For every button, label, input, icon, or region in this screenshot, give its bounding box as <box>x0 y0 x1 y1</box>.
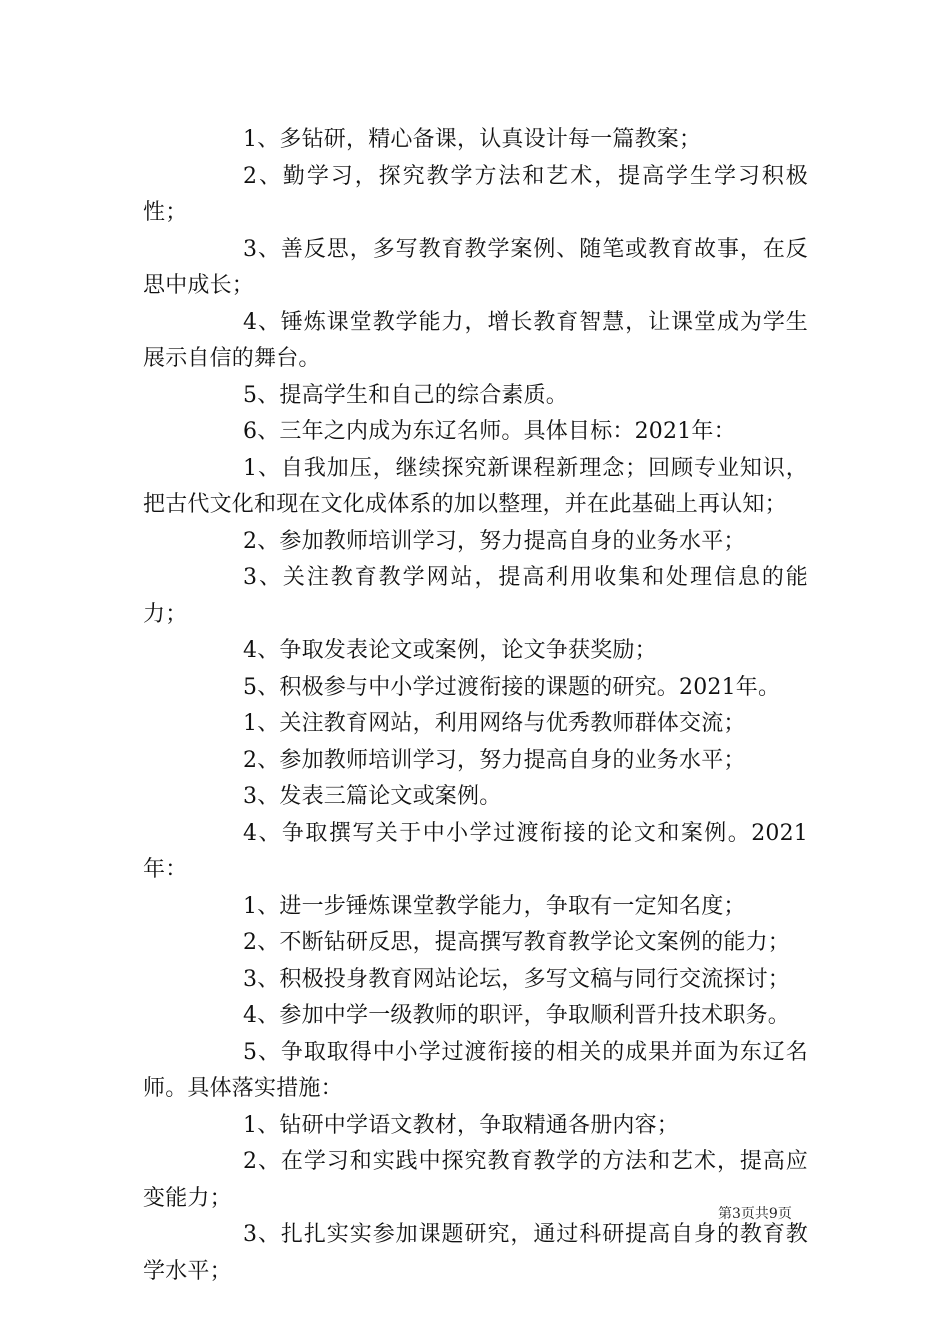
paragraph: 5、积极参与中小学过渡衔接的课题的研究。2021年。 <box>243 674 781 700</box>
paragraph: 1、进一步锤炼课堂教学能力，争取有一定知名度； <box>243 893 746 919</box>
paragraph: 4、锤炼课堂教学能力，增长教育智慧，让课堂成为学生展示自信的舞台。 <box>143 309 808 371</box>
paragraph: 3、扎扎实实参加课题研究，通过科研提高自身的教育教学水平； <box>143 1222 808 1284</box>
page-number: 第3页共9页 <box>718 1206 792 1222</box>
paragraph: 5、争取取得中小学过渡衔接的相关的成果并面为东辽名师。具体落实措施： <box>143 1039 808 1101</box>
paragraph: 2、参加教师培训学习，努力提高自身的业务水平； <box>243 747 746 773</box>
paragraph: 1、自我加压，继续探究新课程新理念；回顾专业知识，把古代文化和现在文化成体系的加以整理，并在此基础上再认知； <box>143 455 808 517</box>
paragraph: 3、发表三篇论文或案例。 <box>243 784 502 809</box>
paragraph: 3、积极投身教育网站论坛，多写文稿与同行交流探讨； <box>243 966 790 992</box>
paragraph: 4、参加中学一级教师的职评，争取顺利晋升技术职务。 <box>243 1003 790 1028</box>
paragraph: 2、不断钻研反思，提高撰写教育教学论文案例的能力； <box>243 930 790 955</box>
paragraph: 3、善反思，多写教育教学案例、随笔或教育故事，在反思中成长； <box>143 236 808 298</box>
paragraph: 3、关注教育教学网站，提高利用收集和处理信息的能力； <box>143 565 808 627</box>
paragraph: 2、在学习和实践中探究教育教学的方法和艺术，提高应变能力； <box>143 1149 808 1211</box>
paragraph: 1、多钻研，精心备课，认真设计每一篇教案； <box>243 127 702 152</box>
paragraph: 2、勤学习，探究教学方法和艺术，提高学生学习积极性； <box>143 163 808 225</box>
paragraph: 4、争取撰写关于中小学过渡衔接的论文和案例。2021年： <box>143 820 808 882</box>
paragraph: 2、参加教师培训学习，努力提高自身的业务水平； <box>243 528 746 554</box>
paragraph: 1、关注教育网站，利用网络与优秀教师群体交流； <box>243 711 746 736</box>
paragraph: 4、争取发表论文或案例，论文争获奖励； <box>243 638 657 663</box>
paragraph: 5、提高学生和自己的综合素质。 <box>243 382 568 408</box>
paragraph: 1、钻研中学语文教材，争取精通各册内容； <box>243 1112 679 1138</box>
paragraph: 6、三年之内成为东辽名师。具体目标：2021年： <box>243 419 736 444</box>
document-body <box>143 122 808 1290</box>
